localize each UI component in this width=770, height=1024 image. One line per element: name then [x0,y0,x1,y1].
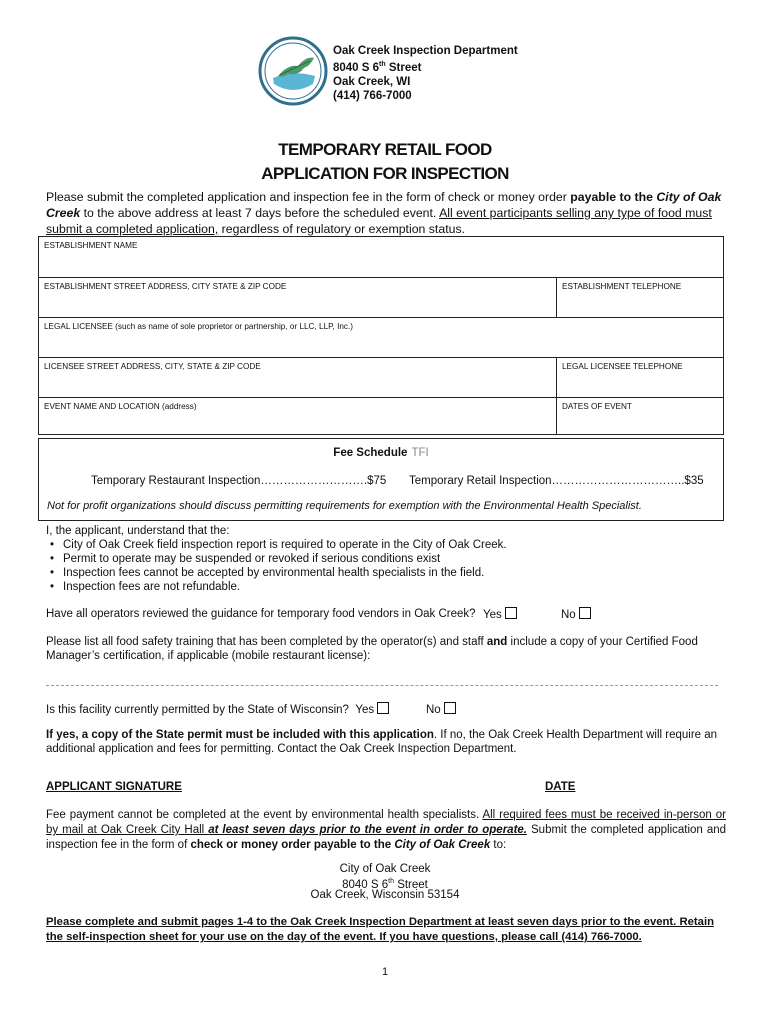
row-establishment-address [39,277,723,317]
establishment-phone-field[interactable]: ESTABLISHMENT TELEPHONE [556,278,723,317]
list-item: • Inspection fees are not refundable. [50,581,241,593]
acknowledge-lead: I, the applicant, understand that the: [46,525,230,537]
row-legal-licensee [39,317,723,357]
form-title-line2: APPLICATION FOR INSPECTION [261,164,509,183]
nonprofit-note: Not for profit organizations should discuss permitting requirements for exemption with the Environmental Health Specialist. [47,500,642,512]
state-permit-yes-checkbox[interactable] [377,702,389,714]
date-label[interactable]: DATE [545,781,576,793]
mailing-city: Oak Creek, Wisconsin 53154 [310,889,460,901]
guidance-question: Have all operators reviewed the guidance for temporary food vendors in Oak Creek? [46,608,476,620]
state-permit-question: Is this facility currently permitted by the State of Wisconsin? Yes [46,702,389,717]
permit-note-line2: additional application and fees for permitting. Contact the Oak Creek Inspection Department. [46,743,517,755]
list-item: • Permit to operate may be suspended or revoked if serious conditions exist [50,553,441,565]
department-address [333,44,518,103]
oak-creek-logo [258,36,328,106]
department-name: Oak Creek Inspection Department [333,45,518,57]
training-line2: Manager’s certification, if applicable (mobile restaurant license): [46,650,371,662]
row-licensee-address [39,357,723,397]
payment-paragraph: Fee payment cannot be completed at the event by environmental health specialists. All required fees must be received in-person or by mail at Oak Creek City Hall at least seven days prior to the event in order to operate. Submit the completed application and inspection fee in the form of check or money order payable to the City of Oak Creek to: [46,809,727,851]
training-line1: Please list all food safety training that has been completed by the operator(s) and staff and include a copy of your Certified Food [46,636,698,648]
restaurant-fee: Temporary Restaurant Inspection……………………….$75 [91,475,387,487]
establishment-name-field[interactable]: ESTABLISHMENT NAME [44,241,138,250]
intro-paragraph: Please submit the completed application and inspection fee in the form of check or money order payable to the City of Oak Creek to the above address at least 7 days before the scheduled event. All event participants selling any type of food must submit a completed application, regardless of regulatory or exemption status. [46,190,722,236]
event-name-field[interactable]: EVENT NAME AND LOCATION (address) [44,402,197,411]
licensee-phone-field[interactable]: LEGAL LICENSEE TELEPHONE [556,358,723,397]
department-street: 8040 S 6th Street [333,61,422,74]
guidance-yes-checkbox[interactable] [505,607,517,619]
state-permit-no: No [426,702,456,717]
application-form-grid [38,236,724,435]
guidance-no-checkbox[interactable] [579,607,591,619]
guidance-no: No [561,607,591,622]
establishment-address-field[interactable]: ESTABLISHMENT STREET ADDRESS, CITY STATE & ZIP CODE [44,282,287,291]
tfi-label: TFI [411,447,429,459]
event-dates-field[interactable]: DATES OF EVENT [556,398,723,435]
fee-schedule-box [38,438,724,521]
row-establishment-name [39,237,723,277]
permit-note-line1: If yes, a copy of the State permit must be included with this application. If no, the Oak Creek Health Department will require an [46,729,718,741]
row-event [39,397,723,435]
acknowledge-list [50,538,507,594]
department-city: Oak Creek, WI [333,75,411,88]
retail-fee: Temporary Retail Inspection……………………………..$35 [409,475,704,487]
fee-schedule-heading: Fee Schedule TFI [333,447,429,459]
state-permit-no-checkbox[interactable] [444,702,456,714]
mailing-street: 8040 S 6th Street [342,878,428,891]
legal-licensee-field[interactable]: LEGAL LICENSEE (such as name of sole proprietor or partnership, or LLC, LLP, Inc.) [44,322,354,331]
page-number: 1 [381,966,389,978]
form-title-line1: TEMPORARY RETAIL FOOD [278,140,492,159]
list-item: • Inspection fees cannot be accepted by environmental health specialists in the field. [50,567,485,579]
guidance-yes: Yes [483,607,517,622]
final-instructions: Please complete and submit pages 1-4 to the Oak Creek Inspection Department at least seven days prior to the event. Retain the self-inspection sheet for your use on the day of the event. If you have questions, please call (414) 766-7000. [46,916,714,943]
applicant-signature-label[interactable]: APPLICANT SIGNATURE [46,781,182,793]
department-phone: (414) 766-7000 [333,89,412,102]
licensee-address-field[interactable]: LICENSEE STREET ADDRESS, CITY, STATE & ZIP CODE [44,362,261,371]
mailing-name: City of Oak Creek [339,863,431,875]
training-entry-line[interactable] [46,685,718,686]
list-item: • City of Oak Creek field inspection report is required to operate in the City of Oak Creek. [50,539,507,551]
